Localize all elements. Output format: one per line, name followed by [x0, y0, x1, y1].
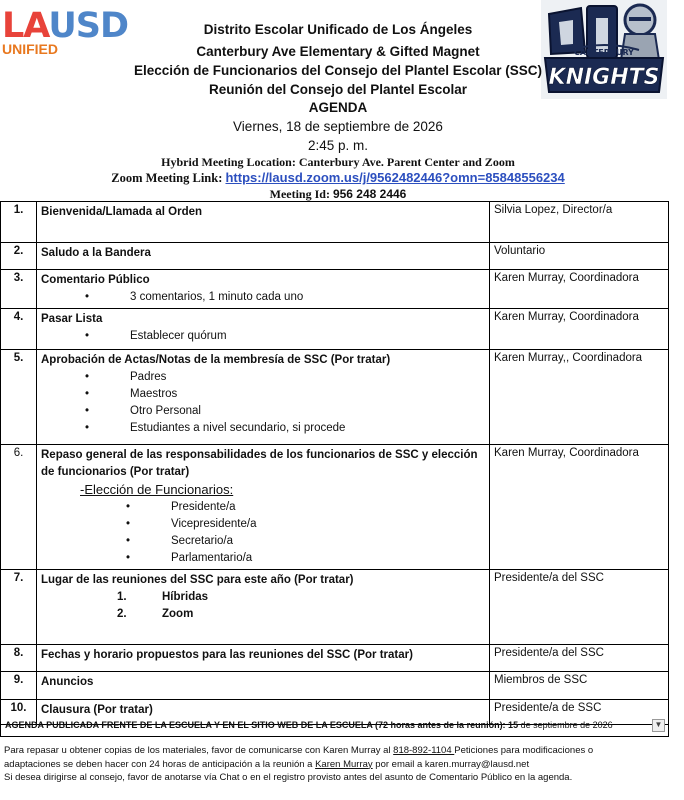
item-topic: [37, 570, 490, 645]
publication-date: de septiembre de 2026: [518, 720, 613, 730]
bullet-item: • Vicepresidente/a: [41, 516, 485, 533]
lausd-wordmark: LAUSD: [2, 6, 129, 46]
meeting-date: Viernes, 18 de septiembre de 2026: [233, 119, 443, 134]
meeting-location: Hybrid Meeting Location: Canterbury Ave. Parent Center and Zoom: [161, 155, 515, 169]
agenda-row: [1, 570, 669, 645]
item-topic: [37, 270, 490, 309]
agenda-row: [1, 202, 669, 243]
zoom-link[interactable]: https://lausd.zoom.us/j/9562482446?omn=85848556234: [225, 170, 565, 185]
item-owner: Karen Murray, Coordinadora: [490, 270, 669, 309]
item-number: 8.: [1, 645, 37, 672]
item-number: 10.: [1, 700, 37, 725]
item-topic: [37, 350, 490, 445]
zoom-label: Zoom Meeting Link:: [111, 171, 223, 185]
item-title: Bienvenida/Llamada al Orden: [41, 206, 203, 218]
footer-phone: 818-892-1104: [393, 745, 455, 756]
item-bullets: [41, 289, 485, 306]
bullet-item: • Establecer quórum: [41, 328, 485, 345]
item-number: 1.: [1, 202, 37, 243]
item-number: 5.: [1, 350, 37, 445]
knights-logo-main: KNIGHTS: [548, 65, 660, 90]
item-owner: Miembros de SSC: [490, 672, 669, 700]
footer-contact-name: Karen Murray: [315, 758, 373, 770]
dropdown-arrow-icon[interactable]: ▼: [652, 719, 665, 732]
agenda-table: [0, 201, 669, 725]
item-topic: [37, 202, 490, 243]
bullet-item: • Estudiantes a nivel secundario, si procede: [41, 420, 485, 437]
item-owner: Karen Murray,, Coordinadora: [490, 350, 669, 445]
bullet-item: • Maestros: [41, 386, 485, 403]
knights-logo-top: CANTERBURY: [574, 48, 634, 57]
item-owner: Karen Murray, Coordinadora: [490, 309, 669, 350]
item-title: Pasar Lista: [41, 313, 103, 325]
district-title: Distrito Escolar Unificado de Los Ángeles: [203, 22, 473, 37]
meeting-id: 956 248 2446: [332, 187, 407, 201]
item-topic: [37, 309, 490, 350]
agenda-row: [1, 309, 669, 350]
item-title: Repaso general de las responsabilidades de los funcionarios de SSC y elección de funcionarios (Por tratar): [41, 449, 478, 478]
item-bullets: [41, 499, 485, 567]
item-owner: Presidente/a del SSC: [490, 645, 669, 672]
footer-line-3: Si desea dirigirse al consejo, favor de anotarse vía Chat o en el registro provisto antes del asunto de Comentario Público en la agenda.: [4, 772, 573, 783]
publication-label: AGENDA PUBLICADA FRENTE DE LA ESCUELA Y EN EL SITIO WEB DE LA ESCUELA (72 horas antes de la reunión): 15: [5, 720, 519, 730]
item-title: Clausura (Por tratar): [41, 704, 153, 716]
meeting-id-line: [100, 187, 576, 202]
item-owner: Presidente/a del SSC: [490, 570, 669, 645]
lausd-unified: UNIFIED: [2, 41, 58, 57]
item-topic: [37, 645, 490, 672]
election-title: Elección de Funcionarios del Consejo del Plantel Escolar (SSC): [133, 63, 543, 78]
item-number: 7.: [1, 570, 37, 645]
meeting-title: Reunión del Consejo del Plantel Escolar: [208, 82, 468, 97]
zoom-line: [90, 170, 586, 186]
numbered-item: 1. Híbridas: [117, 591, 209, 603]
item-subheading: -Elección de Funcionarios:: [80, 482, 234, 497]
agenda-title: AGENDA: [308, 100, 368, 115]
agenda-row: [1, 243, 669, 270]
item-title: Comentario Público: [41, 274, 150, 286]
agenda-row: [1, 350, 669, 445]
item-number: 4.: [1, 309, 37, 350]
bullet-item: • Secretario/a: [41, 533, 485, 550]
item-topic: [37, 445, 490, 570]
school-name: Canterbury Ave Elementary & Gifted Magnet: [196, 44, 480, 59]
bullet-item: • Presidente/a: [41, 499, 485, 516]
bullet-item: • Parlamentario/a: [41, 550, 485, 567]
item-topic: [37, 672, 490, 700]
footer-line-1: Para repasar u obtener copias de los materiales, favor de comunicarse con Karen Murray al 818-892-1104 Peticiones para modificaciones o: [4, 745, 594, 756]
item-owner: Voluntario: [490, 243, 669, 270]
meeting-time: 2:45 p. m.: [307, 138, 369, 153]
numbered-item: 2. Zoom: [117, 608, 194, 620]
item-owner: Silvia Lopez, Director/a: [490, 202, 669, 243]
item-numbered-list: [41, 589, 485, 623]
item-title: Anuncios: [41, 676, 94, 688]
bullet-item: • Otro Personal: [41, 403, 485, 420]
agenda-row: [1, 645, 669, 672]
item-number: 6.: [1, 445, 37, 570]
item-bullets: [41, 369, 485, 437]
bullet-item: • 3 comentarios, 1 minuto cada uno: [41, 289, 485, 306]
item-owner: Karen Murray, Coordinadora: [490, 445, 669, 570]
footer-line-2: adaptaciones se deben hacer con 24 horas de anticipación a la reunión a Karen Murray por email a karen.murray@lausd.net: [4, 758, 530, 770]
agenda-row: [1, 672, 669, 700]
item-topic: [37, 243, 490, 270]
agenda-row: [1, 270, 669, 309]
footer-notes: [4, 744, 668, 785]
item-title: Saludo a la Bandera: [41, 247, 151, 259]
agenda-row: [1, 445, 669, 570]
item-owner: Presidente/a de SSC: [490, 700, 669, 725]
item-number: 9.: [1, 672, 37, 700]
publication-notice: [0, 715, 669, 737]
item-title: Aprobación de Actas/Notas de la membresía de SSC (Por tratar): [41, 354, 391, 366]
item-title: Lugar de las reuniones del SSC para este año (Por tratar): [41, 574, 354, 586]
item-number: 2.: [1, 243, 37, 270]
item-bullets: [41, 328, 485, 345]
bullet-item: • Padres: [41, 369, 485, 386]
meeting-id-label: Meeting Id:: [269, 187, 330, 201]
item-title: Fechas y horario propuestos para las reuniones del SSC (Por tratar): [41, 649, 413, 661]
item-number: 3.: [1, 270, 37, 309]
